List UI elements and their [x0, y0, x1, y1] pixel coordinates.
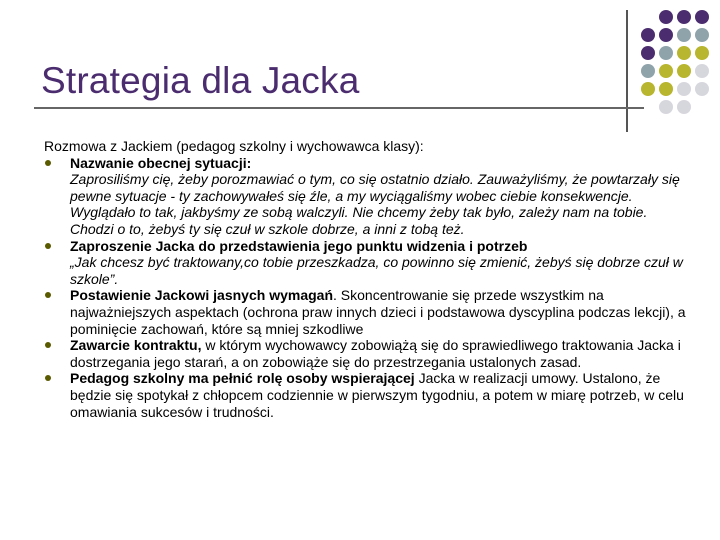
bullet-item [44, 238, 694, 288]
decor-dot [677, 10, 691, 24]
decor-dot [695, 10, 709, 24]
decor-dot [659, 28, 673, 42]
decor-dot [641, 82, 655, 96]
decor-dot [659, 64, 673, 78]
bullet-dot-icon [45, 243, 51, 249]
decor-dot [677, 100, 691, 114]
decor-dot [695, 46, 709, 60]
decor-dot [677, 46, 691, 60]
slide-content [44, 138, 694, 420]
bullet-body: Jacka w realizacji umowy. Ustalono, że będzie się spotykał z chłopcem codziennie w pierwszym tygodniu, a potem w miarę potrzeb, w celu omawiania sukcesów i trudności. [70, 370, 684, 420]
bullet-body: „Jak chcesz być traktowany,co tobie przeszkadza, co powinno się zmienić, żebyś się dobrze czuł w szkole”. [70, 254, 683, 287]
bullet-dot-icon [45, 292, 51, 298]
decor-dot [641, 46, 655, 60]
bullet-dot-icon [45, 375, 51, 381]
decor-dot [677, 28, 691, 42]
decor-dot [695, 64, 709, 78]
bullet-body: w którym wychowawcy zobowiążą się do sprawiedliwego traktowania Jacka i dostrzegania jego starań, a on zobowiąże się do przestrzegania ustalonych zasad. [70, 337, 681, 370]
decor-dot [641, 64, 655, 78]
decor-dot [659, 82, 673, 96]
bullet-item [44, 155, 694, 238]
bullet-heading: Pedagog szkolny ma pełnić rolę osoby wspierającej [70, 370, 415, 387]
decor-dot [695, 100, 709, 114]
decorative-dot-grid [641, 10, 709, 114]
slide-title: Strategia dla Jacka [41, 60, 360, 101]
decor-dot [659, 46, 673, 60]
bullet-body: Zaprosiliśmy cię, żeby porozmawiać o tym, co się ostatnio działo. Zauważyliśmy, że powtarzały się pewne sytuacje - ty zachowywałeś się źle, a my wyciągaliśmy wobec ciebie konsekwencje. Wyglądało to tak, jakbyśmy ze sobą walczyli. Nie chcemy żeby tak było, zależy nam na tobie. Chodzi o to, żebyś ty się czuł w szkole dobrze, a inni z tobą też. [70, 171, 680, 237]
bullet-dot-icon [45, 342, 51, 348]
decor-dot [641, 10, 655, 24]
title-underline [34, 107, 644, 109]
decor-dot [659, 100, 673, 114]
bullet-heading: Zawarcie kontraktu, [70, 337, 202, 354]
decor-dot [695, 28, 709, 42]
decor-dot [641, 28, 655, 42]
bullet-heading: Postawienie Jackowi jasnych wymagań [70, 287, 333, 304]
decor-dot [695, 82, 709, 96]
bullet-heading: Zaproszenie Jacka do przedstawienia jego punktu widzenia i potrzeb [70, 237, 528, 254]
bullet-item [44, 287, 694, 337]
bullet-dot-icon [45, 160, 51, 166]
decor-dot [677, 64, 691, 78]
decor-dot [659, 10, 673, 24]
intro-text: Rozmowa z Jackiem (pedagog szkolny i wychowawca klasy): [44, 138, 424, 154]
bullet-item [44, 370, 694, 420]
bullet-body: . Skoncentrowanie się przede wszystkim na najważniejszych aspektach (ochrona praw innych dzieci i podstawowa dyscyplina podczas lekcji), a pominięcie zachowań, które są mniej szkodliwe [70, 287, 686, 337]
decor-dot [677, 82, 691, 96]
bullet-item [44, 337, 694, 370]
bullet-heading: Nazwanie obecnej sytuacji: [70, 154, 252, 171]
vertical-divider [626, 10, 628, 132]
bullet-list [44, 155, 694, 421]
